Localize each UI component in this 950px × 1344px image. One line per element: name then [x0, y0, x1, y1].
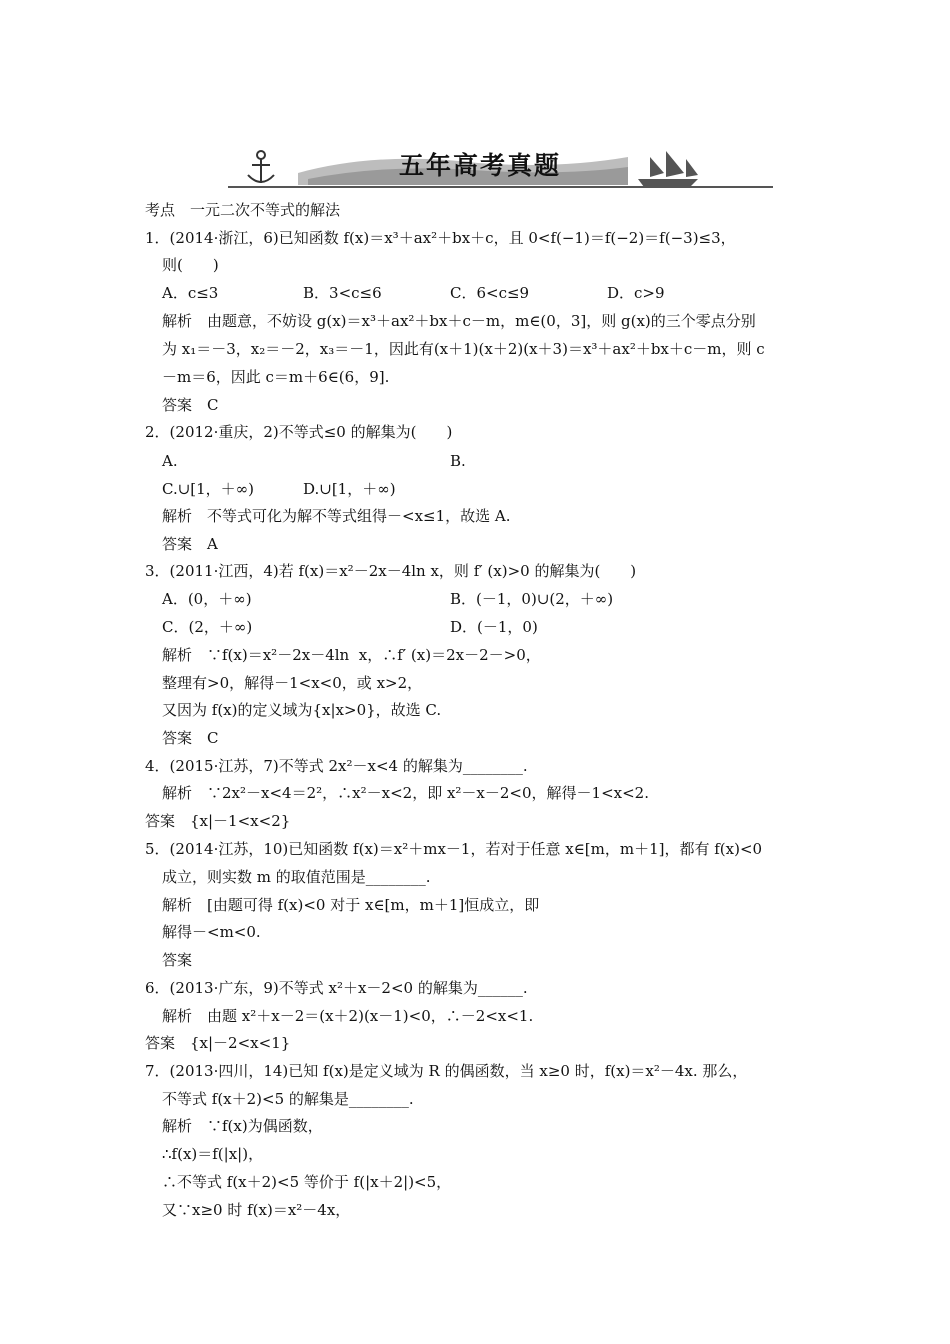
q1-analysis-line2: 为 x₁＝－3，x₂＝－2，x₃＝－1，因此有(x＋1)(x＋2)(x＋3)＝x³＋ax²＋bx＋c－m，则 c	[162, 340, 765, 358]
q4-answer: 答案 {x|－1<x<2}	[145, 812, 291, 830]
q3-analysis-line1: 解析 ∵f(x)＝x²－2x－4ln x，∴f′ (x)＝2x－2－>0，	[162, 646, 541, 664]
q1-option-b: B．3<c≤6	[303, 284, 382, 302]
q3-analysis-line2: 整理有>0，解得－1<x<0，或 x>2，	[162, 674, 423, 692]
q5-stem-line2: 成立，则实数 m 的取值范围是________.	[162, 868, 431, 886]
page-title: 五年高考真题	[398, 151, 561, 180]
q4-analysis: 解析 ∵2x²－x<4＝2²，∴x²－x<2，即 x²－x－2<0，解得－1<x<2.	[162, 784, 649, 802]
q2-option-d: D.∪[1，＋∞)	[303, 480, 396, 498]
q2-stem: 2．(2012·重庆，2)不等式≤0 的解集为( )	[145, 423, 453, 441]
q3-option-c: C．(2，＋∞)	[162, 618, 253, 636]
q7-analysis-line2: ∴f(x)＝f(|x|)，	[162, 1145, 264, 1163]
q7-stem-line2: 不等式 f(x＋2)<5 的解集是________.	[162, 1090, 414, 1108]
q3-option-b: B．(－1，0)∪(2，＋∞)	[450, 590, 614, 608]
q6-analysis: 解析 由题 x²＋x－2＝(x＋2)(x－1)<0，∴－2<x<1.	[162, 1007, 534, 1025]
q5-stem-line1: 5．(2014·江苏，10)已知函数 f(x)＝x²＋mx－1，若对于任意 x∈[m，m＋1]，都有 f(x)<0	[145, 840, 763, 858]
q2-analysis: 解析 不等式可化为解不等式组得－<x≤1，故选 A.	[162, 507, 511, 525]
q5-analysis-line2: 解得－<m<0.	[162, 923, 261, 941]
q1-stem-line2: 则( )	[162, 256, 219, 274]
q7-stem-line1: 7．(2013·四川，14)已知 f(x)是定义域为 R 的偶函数，当 x≥0 时，f(x)＝x²－4x. 那么，	[145, 1062, 748, 1080]
q1-answer: 答案 C	[162, 396, 219, 414]
q1-option-a: A．c≤3	[162, 284, 219, 302]
q7-analysis-line4: 又∵x≥0 时 f(x)＝x²－4x，	[162, 1201, 351, 1219]
q1-stem-line1: 1．(2014·浙江，6)已知函数 f(x)＝x³＋ax²＋bx＋c，且 0<f(−1)＝f(−2)＝f(−3)≤3，	[145, 229, 736, 247]
q2-option-b: B.	[450, 452, 466, 470]
q1-analysis-line3: －m＝6，因此 c＝m＋6∈(6，9].	[162, 368, 390, 386]
q5-answer: 答案	[162, 951, 193, 969]
q7-analysis-line3: ∴不等式 f(x＋2)<5 等价于 f(|x＋2|)<5，	[162, 1173, 452, 1191]
ship-icon	[638, 151, 698, 187]
q3-answer: 答案 C	[162, 729, 219, 747]
q6-stem: 6．(2013·广东，9)不等式 x²＋x－2<0 的解集为______.	[145, 979, 528, 997]
q2-answer: 答案 A	[162, 535, 218, 553]
q2-option-a: A.	[162, 452, 178, 470]
q2-option-c: C.∪[1，＋∞)	[162, 480, 255, 498]
q3-stem: 3．(2011·江西，4)若 f(x)＝x²－2x－4ln x，则 f′ (x)>0 的解集为( )	[145, 562, 637, 580]
q5-analysis-line1: 解析 [由题可得 f(x)<0 对于 x∈[m，m＋1]恒成立，即	[162, 896, 540, 914]
q1-option-c: C．6<c≤9	[450, 284, 530, 302]
q7-analysis-line1: 解析 ∵f(x)为偶函数，	[162, 1117, 323, 1135]
q3-analysis-line3: 又因为 f(x)的定义域为{x|x>0}，故选 C.	[162, 701, 442, 719]
q4-stem: 4．(2015·江苏，7)不等式 2x²－x<4 的解集为________.	[145, 757, 528, 775]
q3-option-a: A．(0，＋∞)	[162, 590, 252, 608]
q1-option-d: D．c>9	[607, 284, 665, 302]
q6-answer: 答案 {x|－2<x<1}	[145, 1034, 291, 1052]
section-heading: 考点 一元二次不等式的解法	[145, 201, 341, 219]
q1-analysis-line1: 解析 由题意，不妨设 g(x)＝x³＋ax²＋bx＋c－m，m∈(0，3]，则 g(x)的三个零点分别	[162, 312, 756, 330]
q3-option-d: D．(－1，0)	[450, 618, 538, 636]
anchor-icon	[248, 151, 274, 183]
